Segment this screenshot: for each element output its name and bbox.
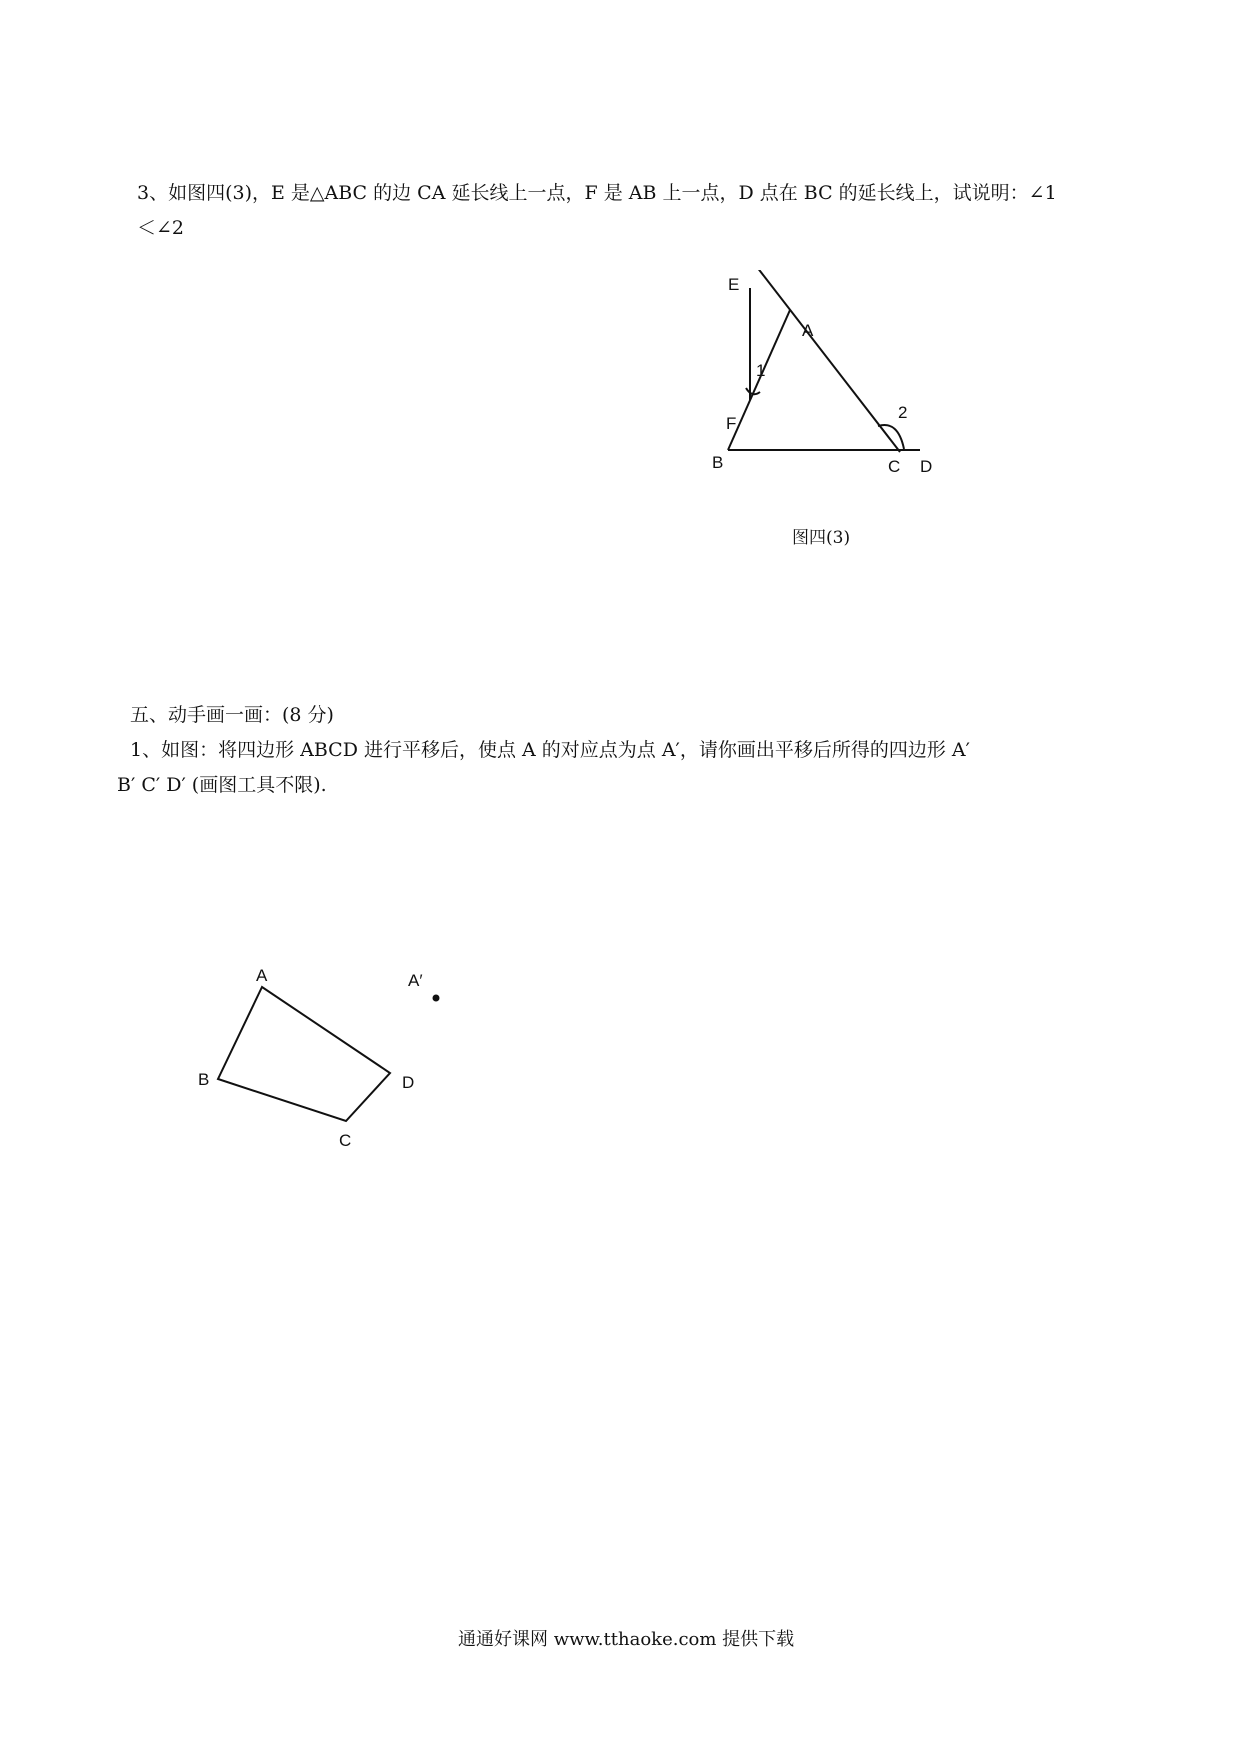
problem3-text-line1: 3、如图四(3)，E 是△ABC 的边 CA 延长线上一点，F 是 AB 上一点，D 点在 BC 的延长线上，试说明：∠1 bbox=[137, 182, 1057, 204]
triangle-figure bbox=[700, 270, 980, 480]
footer-text: 通通好课网 www.tthaoke.com 提供下载 bbox=[458, 1629, 795, 1650]
label-angle-2: 2 bbox=[898, 403, 908, 422]
label-d: D bbox=[402, 1073, 415, 1092]
quadrilateral-figure bbox=[190, 955, 470, 1155]
label-c: C bbox=[888, 457, 901, 476]
label-a: A bbox=[802, 321, 814, 340]
segment-e-c bbox=[750, 270, 900, 452]
quadrilateral-abcd bbox=[218, 987, 390, 1121]
point-a-prime bbox=[433, 995, 440, 1002]
label-a-prime: A′ bbox=[408, 971, 423, 990]
section5-q1-line1: 1、如图：将四边形 ABCD 进行平移后，使点 A 的对应点为点 A′，请你画出平移后所得的四边形 A′ bbox=[130, 739, 970, 761]
section5-q1-line2: B′ C′ D′ (画图工具不限). bbox=[117, 774, 327, 796]
segment-b-a bbox=[728, 310, 790, 450]
label-e: E bbox=[728, 275, 740, 294]
problem3-text-line2: ＜∠2 bbox=[137, 217, 185, 239]
label-b: B bbox=[712, 453, 724, 472]
label-d: D bbox=[920, 457, 933, 476]
section5-heading: 五、动手画一画：(8 分) bbox=[130, 704, 334, 726]
label-angle-1: 1 bbox=[756, 361, 766, 380]
label-a: A bbox=[256, 966, 268, 985]
label-c: C bbox=[339, 1131, 352, 1150]
label-b: B bbox=[198, 1070, 210, 1089]
figure-caption: 图四(3) bbox=[792, 528, 851, 548]
label-f: F bbox=[726, 414, 737, 433]
